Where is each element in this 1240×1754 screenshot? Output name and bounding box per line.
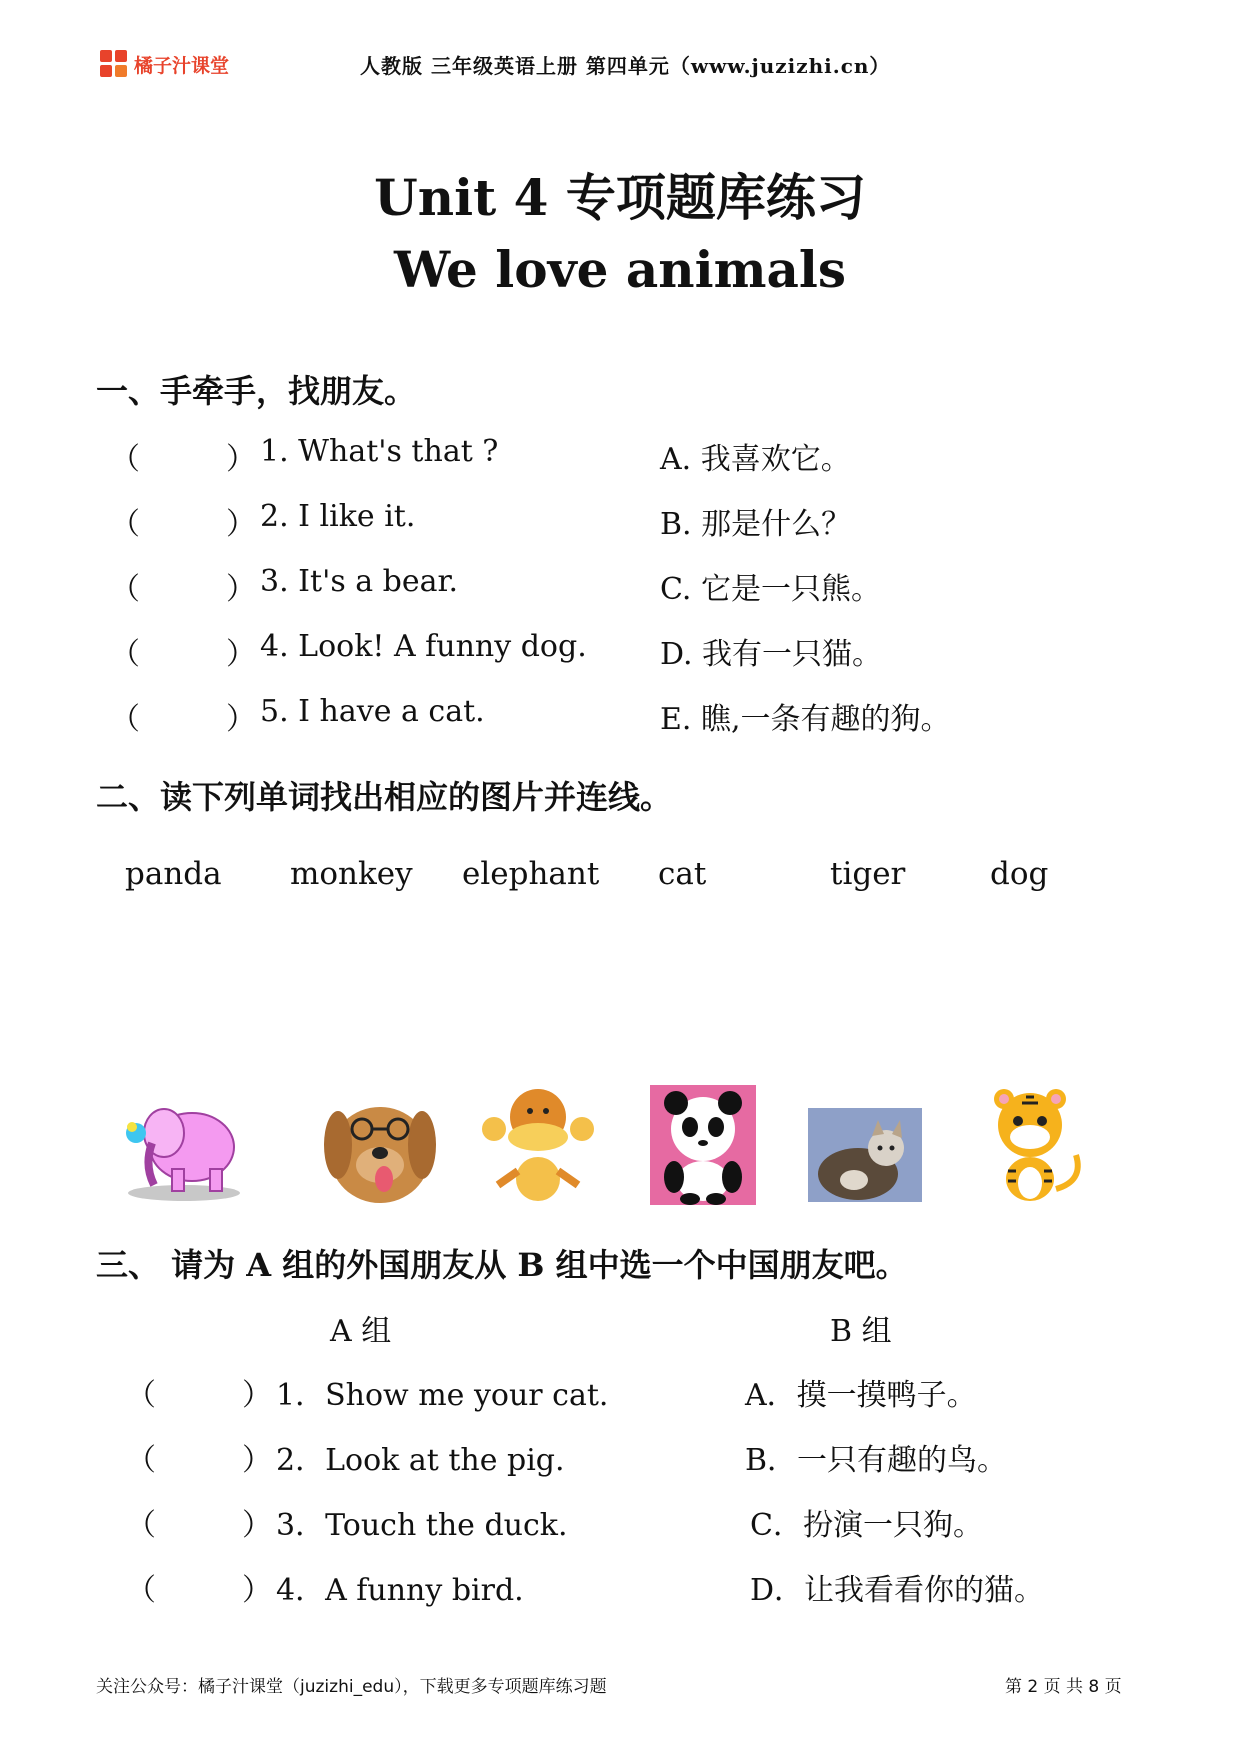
word-cat: cat: [658, 856, 707, 892]
logo: [100, 50, 229, 78]
s1-right-2: B. 那是什么？: [660, 507, 852, 542]
dog-picture: [320, 1085, 440, 1205]
paren-close: ）: [226, 507, 256, 542]
paren-close: ）: [226, 442, 256, 477]
cat-picture: [808, 1108, 922, 1202]
paren-open: （: [110, 442, 140, 477]
word-dog: dog: [990, 856, 1049, 892]
paren-open: （: [110, 507, 140, 542]
s1-right-3: C. 它是一只熊。: [660, 572, 881, 607]
word-tiger: tiger: [830, 856, 906, 892]
paren-open: （: [126, 1508, 156, 1543]
s3-right-2: B．一只有趣的鸟。: [745, 1443, 1008, 1478]
s3-left-4: 4．A funny bird.: [276, 1573, 524, 1608]
s1-left-2: 2. I like it.: [260, 499, 416, 534]
paren-open: （: [110, 572, 140, 607]
paren-close: ）: [242, 1443, 272, 1478]
page-title: Unit 4 专项题库练习: [374, 168, 866, 227]
s3-right-3: C．扮演一只狗。: [750, 1508, 983, 1543]
section2-heading: 二、读下列单词找出相应的图片并连线。: [96, 778, 673, 816]
paren-open: （: [126, 1573, 156, 1608]
group-b-label: B 组: [830, 1314, 892, 1349]
monkey-picture: [478, 1085, 598, 1205]
s1-left-5: 5. I have a cat.: [260, 694, 485, 729]
s1-right-5: E. 瞧,一条有趣的狗。: [660, 702, 951, 737]
logo-text: 橘子汁课堂: [134, 54, 230, 77]
paren-open: （: [126, 1378, 156, 1413]
s3-right-4: D．让我看看你的猫。: [750, 1573, 1045, 1608]
section1-heading: 一、手牵手，找朋友。: [96, 372, 417, 410]
paren-open: （: [126, 1443, 156, 1478]
s1-right-4: D. 我有一只猫。: [660, 637, 883, 672]
page-number: 第 2 页 共 8 页: [1005, 1677, 1122, 1697]
s3-left-2: 2．Look at the pig.: [276, 1443, 565, 1478]
tiger-picture: [972, 1085, 1092, 1205]
page-subtitle: We love animals: [393, 240, 847, 299]
footer-note: 关注公众号：橘子汁课堂（juzizhi_edu），下载更多专项题库练习题: [96, 1677, 607, 1697]
section3-heading: 三、 请为 A 组的外国朋友从 B 组中选一个中国朋友吧。: [96, 1246, 908, 1284]
paren-close: ）: [242, 1573, 272, 1608]
s1-left-1: 1. What's that ?: [260, 434, 499, 469]
paren-open: （: [110, 702, 140, 737]
s3-right-1: A．摸一摸鸭子。: [745, 1378, 977, 1413]
logo-icon: [100, 50, 128, 78]
word-elephant: elephant: [462, 856, 600, 892]
paren-close: ）: [226, 702, 256, 737]
paren-close: ）: [226, 572, 256, 607]
paren-close: ）: [242, 1378, 272, 1413]
s1-left-4: 4. Look! A funny dog.: [260, 629, 587, 664]
word-panda: panda: [125, 856, 222, 892]
group-a-label: A 组: [330, 1314, 392, 1349]
word-monkey: monkey: [290, 856, 413, 892]
panda-picture: [650, 1085, 756, 1205]
header-title: 人教版 三年级英语上册 第四单元（www.juzizhi.cn）: [360, 54, 891, 78]
s1-right-1: A. 我喜欢它。: [660, 442, 851, 477]
s3-left-1: 1．Show me your cat.: [276, 1378, 609, 1413]
s1-left-3: 3. It's a bear.: [260, 564, 459, 599]
paren-close: ）: [226, 637, 256, 672]
s3-left-3: 3．Touch the duck.: [276, 1508, 568, 1543]
elephant-picture: [122, 1085, 242, 1205]
paren-open: （: [110, 637, 140, 672]
paren-close: ）: [242, 1508, 272, 1543]
